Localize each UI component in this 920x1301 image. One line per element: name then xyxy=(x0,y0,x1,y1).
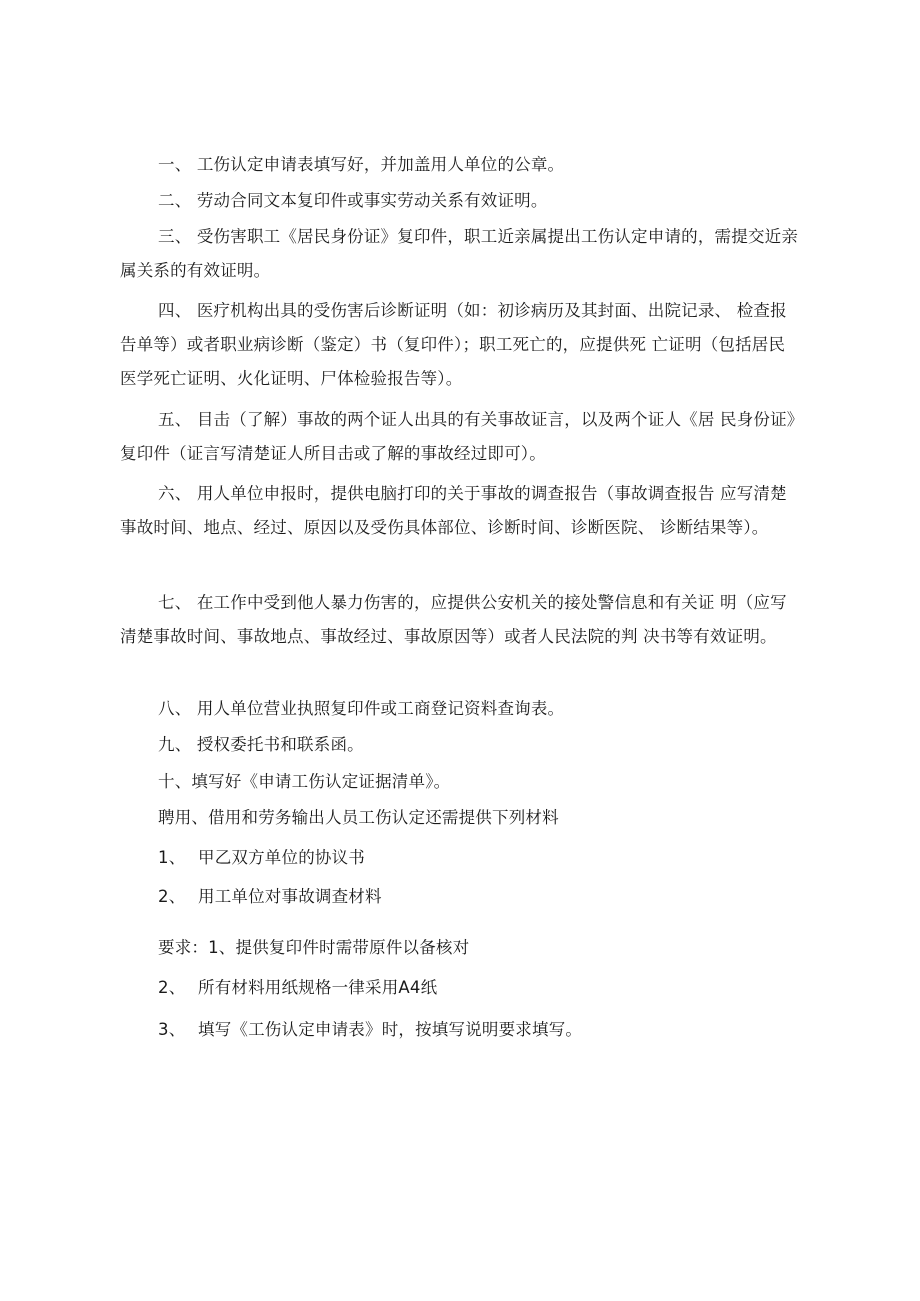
item-2: 二、 劳动合同文本复印件或事实劳动关系有效证明。 xyxy=(158,191,548,210)
extra-item-2 xyxy=(158,884,382,910)
item-4: 四、 医疗机构出具的受伤害后诊断证明（如：初诊病历及其封面、出院记录、 检查报告单等）或者职业病诊断（鉴定）书（复印件）；职工死亡的，应提供死 亡证明（包括居民医学死亡证明、火化证明、尸体检验报告等）。 xyxy=(120,301,787,388)
extra-item-1-num: 1、 xyxy=(158,848,186,867)
item-8: 八、 用人单位营业执照复印件或工商登记资料查询表。 xyxy=(158,699,565,718)
extra-item-2-num: 2、 xyxy=(158,887,186,906)
extra-item-2-text: 用工单位对事故调查材料 xyxy=(198,887,382,906)
requirement-2-text: 所有材料用纸规格一律采用A4纸 xyxy=(198,978,438,997)
item-5: 五、 目击（了解）事故的两个证人出具的有关事故证言，以及两个证人《居 民身份证》复印件（证言写清楚证人所目击或了解的事故经过即可）。 xyxy=(120,410,796,463)
requirement-1 xyxy=(158,935,469,961)
item-1: 一、 工伤认定申请表填写好，并加盖用人单位的公章。 xyxy=(158,155,565,174)
extra-item-1 xyxy=(158,845,365,871)
extra-item-1-text: 甲乙双方单位的协议书 xyxy=(198,848,365,867)
item-6: 六、 用人单位申报时，提供电脑打印的关于事故的调查报告（事故调查报告 应写清楚事故时间、地点、经过、原因以及受伤具体部位、诊断时间、诊断医院、 诊断结果等）。 xyxy=(120,484,787,537)
requirement-3-text: 填写《工伤认定申请表》时，按填写说明要求填写。 xyxy=(198,1020,583,1039)
item-7: 七、 在工作中受到他人暴力伤害的，应提供公安机关的接处警信息和有关证 明（应写清楚事故时间、事故地点、事故经过、事故原因等）或者人民法院的判 决书等有效证明。 xyxy=(120,593,787,646)
requirement-2 xyxy=(158,975,437,1001)
requirement-3 xyxy=(158,1017,582,1043)
requirement-1-text: 提供复印件时需带原件以备核对 xyxy=(235,938,470,957)
extra-heading: 聘用、借用和劳务输出人员工伤认定还需提供下列材料 xyxy=(158,808,559,827)
item-9: 九、 授权委托书和联系函。 xyxy=(158,735,364,754)
requirement-3-num: 3、 xyxy=(158,1020,186,1039)
item-3: 三、 受伤害职工《居民身份证》复印件，职工近亲属提出工伤认定申请的，需提交近亲属关系的有效证明。 xyxy=(120,227,799,280)
requirement-1-num: 1、 xyxy=(208,938,236,957)
requirement-2-num: 2、 xyxy=(158,978,186,997)
item-10: 十、填写好《申请工伤认定证据清单》。 xyxy=(158,772,451,791)
requirements-prefix: 要求： xyxy=(158,938,209,957)
